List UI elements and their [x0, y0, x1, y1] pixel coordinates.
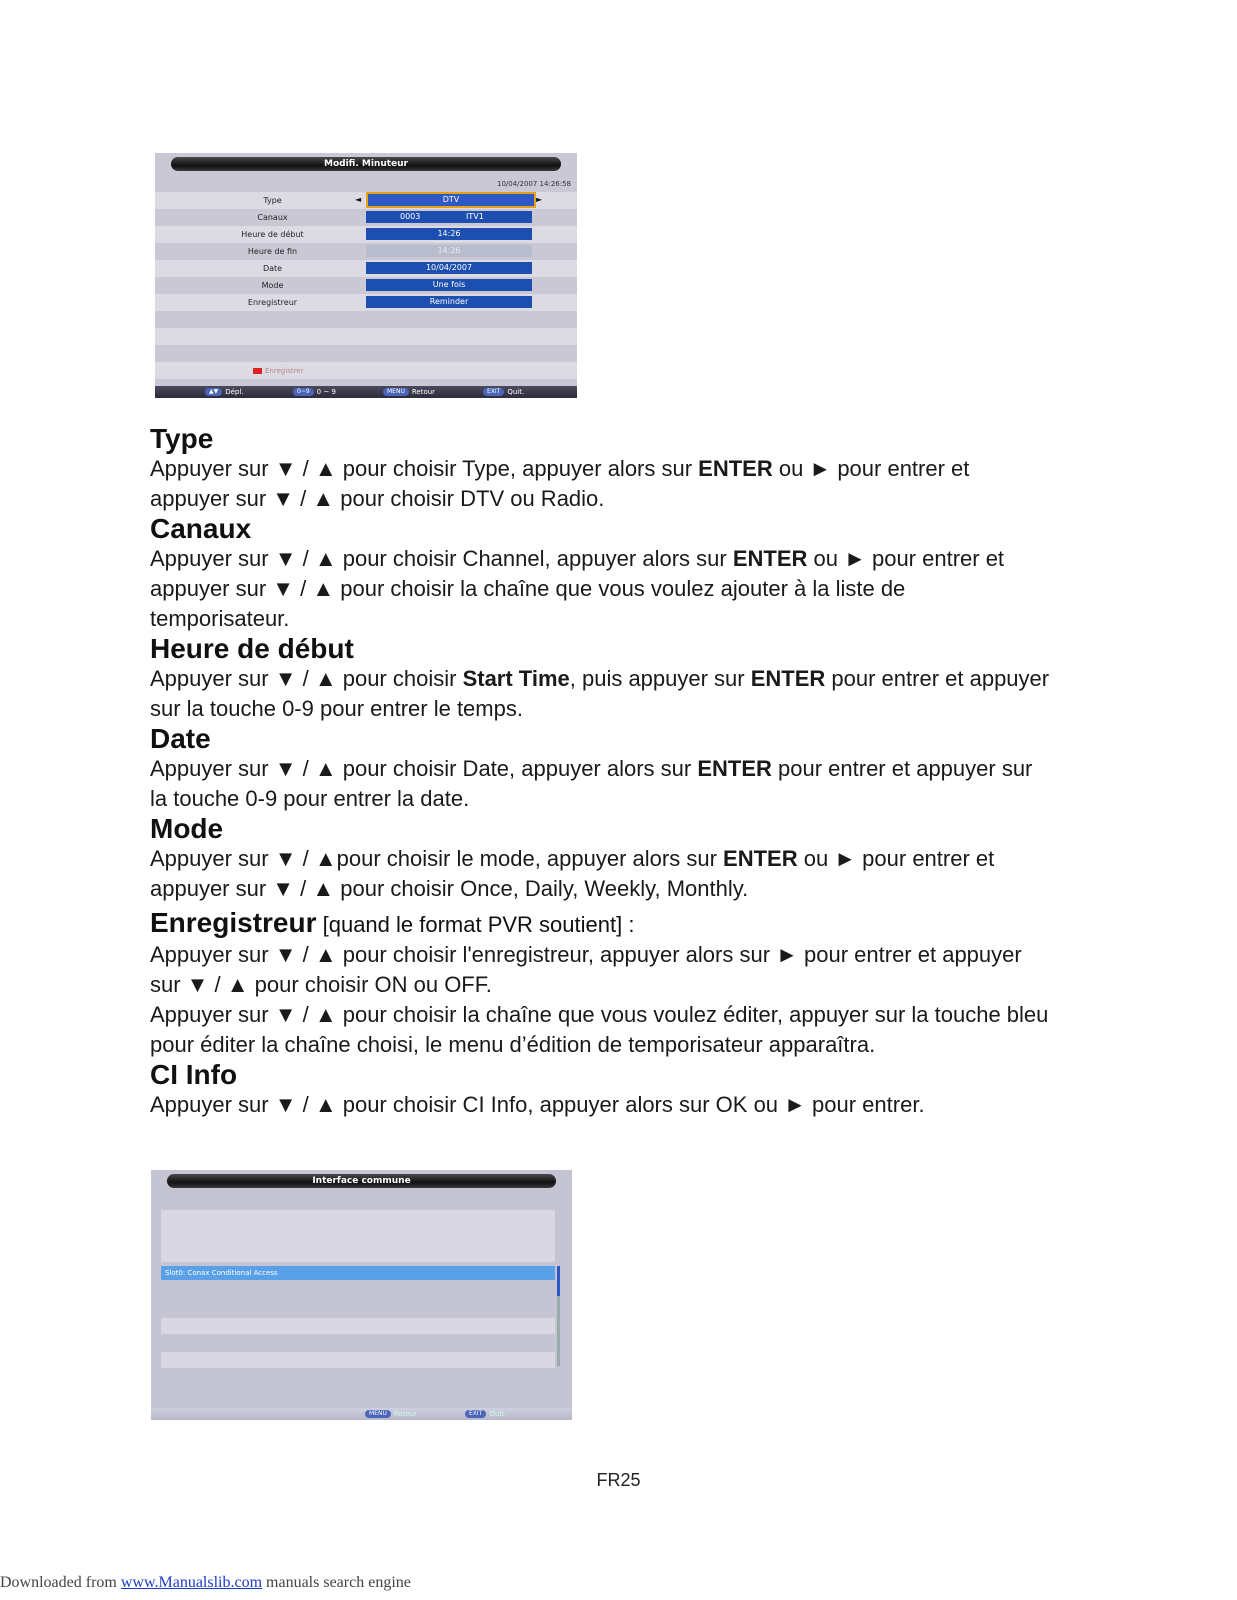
osd-row-canaux[interactable] — [155, 209, 577, 226]
exit-key-icon: EXIT — [465, 1410, 486, 1418]
timer-edit-screenshot — [155, 153, 577, 398]
section-text-type: Appuyer sur ▼ / ▲ pour choisir Type, appuyer alors sur ENTER ou ► pour entrer et appuyer sur ▼ / ▲ pour choisir DTV ou Radio. — [150, 456, 970, 511]
osd-row-label: Type — [263, 196, 282, 205]
channel-name: ITV1 — [466, 212, 484, 221]
scrollbar-thumb[interactable] — [557, 1266, 560, 1296]
digits-key-icon: 0~9 — [293, 388, 314, 396]
section-heading-date: Date — [150, 723, 211, 754]
footer-digits[interactable]: 0~9 0 ~ 9 — [293, 386, 336, 398]
osd-empty-row — [155, 362, 577, 379]
footer-move[interactable]: ▲▼ Dépl. — [205, 386, 244, 398]
osd-row-label: Heure de début — [241, 230, 304, 239]
osd-title: Interface commune — [167, 1174, 556, 1188]
section-text-ci-info: Appuyer sur ▼ / ▲ pour choisir CI Info, appuyer alors sur OK ou ► pour entrer. — [150, 1092, 925, 1117]
section-text-canaux: Appuyer sur ▼ / ▲ pour choisir Channel, appuyer alors sur ENTER ou ► pour entrer et appuyer sur ▼ / ▲ pour choisir la chaîne que vous voulez ajouter à la liste de temporisateur. — [150, 546, 1005, 631]
manual-text — [150, 424, 1050, 1120]
osd-row-label: Heure de fin — [247, 247, 298, 256]
manualslib-link[interactable]: www.Manualslib.com — [120, 1574, 263, 1591]
osd-row-value: DTV — [366, 192, 536, 208]
ci-slot-item[interactable]: Slot0: Conax Conditional Access — [161, 1266, 555, 1280]
section-heading-type: Type — [150, 423, 214, 454]
osd-row-date[interactable] — [155, 260, 577, 277]
section-heading-mode: Mode — [150, 813, 224, 844]
osd-row-label: Date — [262, 264, 283, 273]
osd-row-type[interactable] — [155, 192, 577, 209]
section-text-start-time: Appuyer sur ▼ / ▲ pour choisir Start Time, puis appuyer sur ENTER pour entrer et appuyer sur la touche 0-9 pour entrer le temps. — [150, 666, 1050, 721]
osd-stripe — [161, 1210, 555, 1262]
osd-row-value: 14:26 — [366, 245, 532, 257]
common-interface-screenshot — [151, 1170, 572, 1420]
download-footer: Downloaded from www.Manualslib.com manuals search engine — [0, 1574, 411, 1591]
section-text-recorder-1: Appuyer sur ▼ / ▲ pour choisir l'enregistreur, appuyer alors sur ► pour entrer et appuyer sur ▼ / ▲ pour choisir ON ou OFF. — [150, 942, 1022, 997]
osd-row-recorder[interactable] — [155, 294, 577, 311]
menu-key-icon: MENU — [365, 1410, 391, 1418]
record-hint: Enregistrer — [253, 367, 304, 375]
osd-row-value: 10/04/2007 — [366, 262, 532, 274]
exit-key-icon: EXIT — [483, 388, 504, 396]
osd-row-value: 14:26 — [366, 228, 532, 240]
footer-back[interactable]: MENU Retour — [365, 1408, 417, 1420]
menu-key-icon: MENU — [383, 388, 409, 396]
section-heading-canaux: Canaux — [150, 513, 252, 544]
section-text-recorder-2: Appuyer sur ▼ / ▲ pour choisir la chaîne que vous voulez éditer, appuyer sur la touche bleu pour éditer la chaîne choisi, le menu d’édition de temporisateur apparaîtra. — [150, 1002, 1049, 1057]
osd-row-value: Une fois — [366, 279, 532, 291]
channel-number: 0003 — [400, 212, 421, 221]
osd-title: Modifi. Minuteur — [171, 157, 561, 171]
osd-empty-row — [155, 328, 577, 345]
osd-datetime: 10/04/2007 14:26:58 — [496, 180, 571, 188]
footer-quit[interactable]: EXIT Quit. — [465, 1408, 506, 1420]
section-text-mode: Appuyer sur ▼ / ▲pour choisir le mode, appuyer alors sur ENTER ou ► pour entrer et appuyer sur ▼ / ▲ pour choisir Once, Daily, Weekly, Monthly. — [150, 846, 995, 901]
osd-stripe — [161, 1318, 555, 1334]
osd-row-label: Mode — [261, 281, 284, 290]
right-arrow-icon: ► — [536, 195, 543, 204]
osd-row-value — [366, 211, 532, 223]
section-heading-start-time: Heure de début — [150, 633, 354, 664]
footer-quit[interactable]: EXIT Quit. — [483, 386, 524, 398]
osd-row-mode[interactable] — [155, 277, 577, 294]
left-arrow-icon: ◄ — [355, 195, 362, 204]
section-heading-recorder: Enregistreur [quand le format PVR soutient] : — [150, 907, 635, 938]
osd-row-value: Reminder — [366, 296, 532, 308]
osd-row-label: Enregistreur — [247, 298, 298, 307]
section-text-date: Appuyer sur ▼ / ▲ pour choisir Date, appuyer alors sur ENTER pour entrer et appuyer sur la touche 0-9 pour entrer la date. — [150, 756, 1033, 811]
osd-stripe — [161, 1352, 555, 1368]
footer-back[interactable]: MENU Retour — [383, 386, 435, 398]
osd-footer — [151, 1408, 572, 1420]
osd-footer — [155, 386, 577, 398]
updown-key-icon: ▲▼ — [205, 388, 222, 396]
osd-row-start-time[interactable] — [155, 226, 577, 243]
page-number: FR25 — [596, 1470, 641, 1490]
osd-row-label: Canaux — [257, 213, 288, 222]
osd-row-end-time[interactable] — [155, 243, 577, 260]
section-heading-ci-info: CI Info — [150, 1059, 238, 1090]
